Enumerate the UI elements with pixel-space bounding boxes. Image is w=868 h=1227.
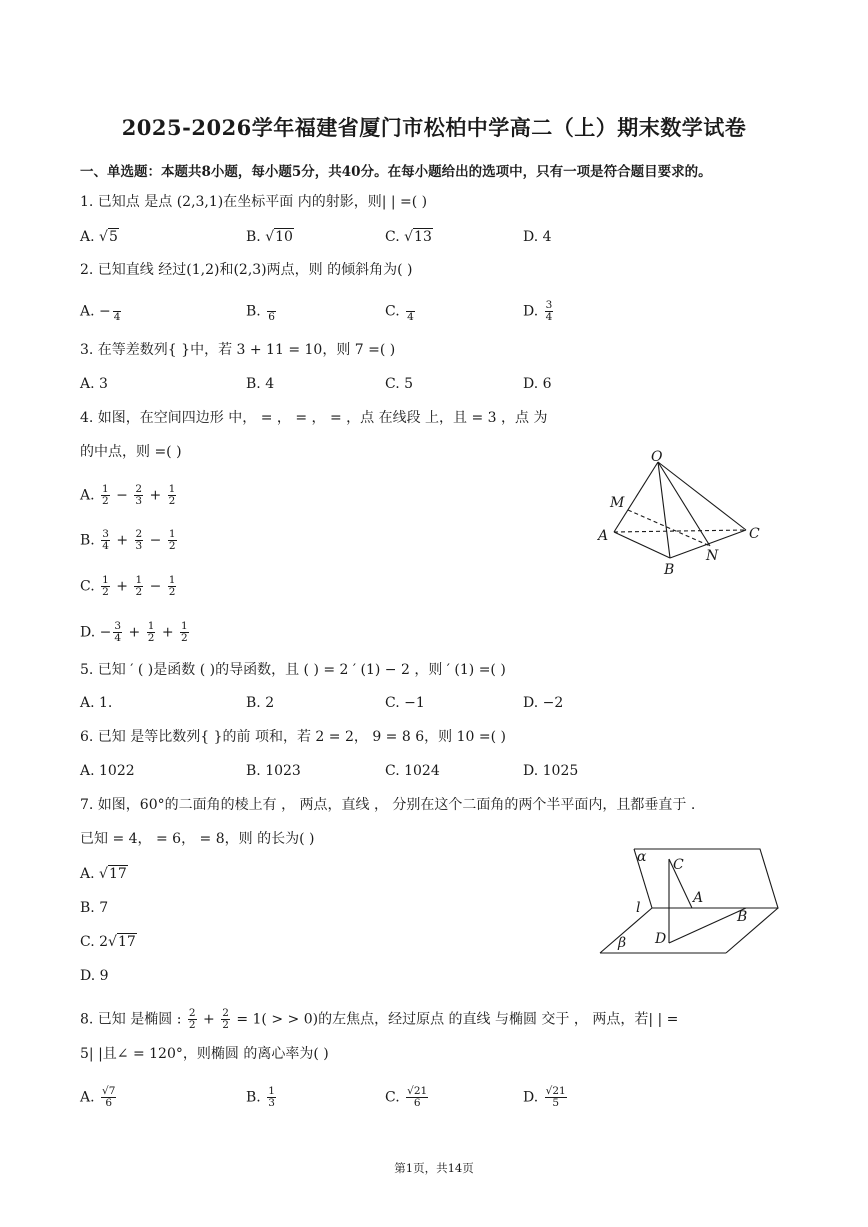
fraction: $\frac{1}{2}$ [147, 620, 155, 644]
label-d: D [655, 931, 667, 947]
q4-option-d: D. − $\frac{3}{4}$ + $\frac{1}{2}$ + $\frac{1}{2}$ [80, 620, 188, 644]
q8-option-c: C. $\frac{√21}{6}$ [385, 1085, 428, 1109]
q7-option-b: B. 7 [80, 900, 109, 916]
label-n: N [706, 548, 719, 564]
label-b: B [737, 909, 748, 925]
question-8-stem-line1: 8. 已知 是椭圆 : $\frac{2}{2}$ + $\frac{2}{2}$ = 1( > > 0)的左焦点，经过原点 的直线 与椭圆 交于 ， 两点，若| | = [80, 1007, 679, 1031]
fraction: $\frac{1}{2}$ [135, 574, 143, 598]
page-title: 2025-2026学年福建省厦门市松柏中学高二（上）期末数学试卷 [121, 115, 747, 140]
fraction: $\frac{1}{2}$ [102, 574, 109, 598]
fraction: $\frac{3}{4}$ [114, 620, 122, 644]
q6-option-a: A. 1022 [80, 763, 135, 779]
q8-option-d: D. $\frac{√21}{5}$ [523, 1085, 566, 1109]
label-a: A [693, 890, 704, 906]
q4-option-b: B. $\frac{3}{4}$ + $\frac{2}{3}$ − $\frac{1}{2}$ [80, 528, 176, 552]
label-l: l [636, 900, 641, 916]
section-header: 一、单选题：本题共8小题，每小题5分，共40分。在每小题给出的选项中，只有一项是符合题目要求的。 [80, 164, 712, 180]
q3-option-d: D. 6 [523, 376, 552, 392]
q4-option-a: A. $\frac{1}{2}$ − $\frac{2}{3}$ + $\frac{1}{2}$ [80, 483, 176, 507]
q2-option-a: A. − 4 [80, 300, 123, 323]
q4-option-c: C. $\frac{1}{2}$ + $\frac{1}{2}$ − $\frac{1}{2}$ [80, 574, 176, 598]
fraction: $\frac{1}{2}$ [168, 574, 176, 598]
q1-option-b: B. √10 [246, 229, 293, 245]
fraction: $\frac{3}{4}$ [545, 299, 553, 323]
label-o: O [651, 449, 663, 465]
fraction: $\frac{2}{2}$ [222, 1007, 229, 1031]
label-alpha: α [637, 849, 647, 865]
fraction: $\frac{1}{2}$ [181, 620, 188, 644]
q1-option-d: D. 4 [523, 229, 552, 245]
tetrahedron-figure [590, 448, 770, 583]
question-1-stem: 1. 已知点 是点 (2,3,1)在坐标平面 内的射影，则| | =( ) [80, 194, 428, 210]
question-2-stem: 2. 已知直线 经过(1,2)和(2,3)两点，则 的倾斜角为( ) [80, 262, 413, 278]
fraction: 4 [406, 300, 415, 323]
label-m: M [610, 495, 625, 511]
fraction: $\frac{1}{3}$ [268, 1085, 275, 1109]
q5-option-a: A. 1. [80, 695, 113, 711]
label-b: B [664, 562, 675, 578]
sqrt-symbol: √17 [108, 934, 136, 950]
fraction: $\frac{1}{2}$ [102, 483, 109, 507]
fraction: 6 [267, 300, 276, 323]
question-3-stem: 3. 在等差数列{ }中，若 3 + 11 = 10，则 7 =( ) [80, 342, 396, 358]
q8-option-a: A. $\frac{√7}{6}$ [80, 1085, 116, 1109]
fraction: $\frac{√7}{6}$ [102, 1085, 116, 1109]
question-8-stem-line2: 5| |且∠ = 120°，则椭圆 的离心率为( ) [80, 1046, 329, 1062]
question-4-stem-line2: 的中点，则 =( ) [80, 444, 182, 460]
fraction: $\frac{1}{2}$ [168, 483, 176, 507]
label-c: C [749, 526, 760, 542]
q5-option-d: D. −2 [523, 695, 564, 711]
q3-option-b: B. 4 [246, 376, 275, 392]
q1-option-a: A. √5 [80, 229, 118, 245]
question-7-stem-line2: 已知 = 4， = 6， = 8，则 的长为( ) [80, 831, 315, 847]
q2-option-c: C. 4 [385, 300, 417, 323]
fraction: $\frac{2}{3}$ [135, 528, 143, 552]
question-4-stem-line1: 4. 如图，在空间四边形 中， = ， = ， = ，点 在线段 上，且 = 3 ，点 为 [80, 410, 548, 426]
fraction: $\frac{1}{2}$ [168, 528, 176, 552]
page-footer: 第1页，共14页 [394, 1161, 474, 1175]
label-beta: β [618, 935, 627, 951]
question-5-stem: 5. 已知 ′ ( )是函数 ( )的导函数，且 ( ) = 2 ′ (1) − 2 ，则 ′ (1) =( ) [80, 662, 506, 678]
q2-option-d: D. $\frac{3}{4}$ [523, 299, 553, 323]
q7-option-a: A. √17 [80, 866, 127, 882]
q3-option-a: A. 3 [80, 376, 108, 392]
fraction: 4 [113, 300, 122, 323]
q6-option-b: B. 1023 [246, 763, 301, 779]
fraction: $\frac{√21}{5}$ [545, 1085, 566, 1109]
fraction: $\frac{2}{3}$ [135, 483, 143, 507]
fraction: $\frac{3}{4}$ [102, 528, 109, 552]
sqrt-symbol: √17 [99, 866, 127, 882]
q5-option-c: C. −1 [385, 695, 425, 711]
q3-option-c: C. 5 [385, 376, 414, 392]
question-6-stem: 6. 已知 是等比数列{ }的前 项和，若 2 = 2， 9 = 8 6，则 10 =( ) [80, 729, 506, 745]
question-7-stem-line1: 7. 如图，60°的二面角的棱上有 ， 两点，直线 ， 分别在这个二面角的两个半平面内，且都垂直于 . [80, 797, 696, 813]
q8-option-b: B. $\frac{1}{3}$ [246, 1085, 275, 1109]
fraction: $\frac{2}{2}$ [188, 1007, 196, 1031]
q5-option-b: B. 2 [246, 695, 275, 711]
label-c: C [673, 857, 684, 873]
q1-option-c: C. √13 [385, 229, 432, 245]
q7-option-c: C. 2√17 [80, 934, 136, 950]
dihedral-angle-figure [596, 845, 786, 960]
q7-option-d: D. 9 [80, 968, 109, 984]
q6-option-c: C. 1024 [385, 763, 440, 779]
q6-option-d: D. 1025 [523, 763, 579, 779]
sqrt-symbol: √10 [265, 229, 293, 245]
q2-option-b: B. 6 [246, 300, 278, 323]
sqrt-symbol: √5 [99, 229, 118, 245]
label-a: A [598, 528, 609, 544]
sqrt-symbol: √13 [404, 229, 432, 245]
fraction: $\frac{√21}{6}$ [407, 1085, 428, 1109]
